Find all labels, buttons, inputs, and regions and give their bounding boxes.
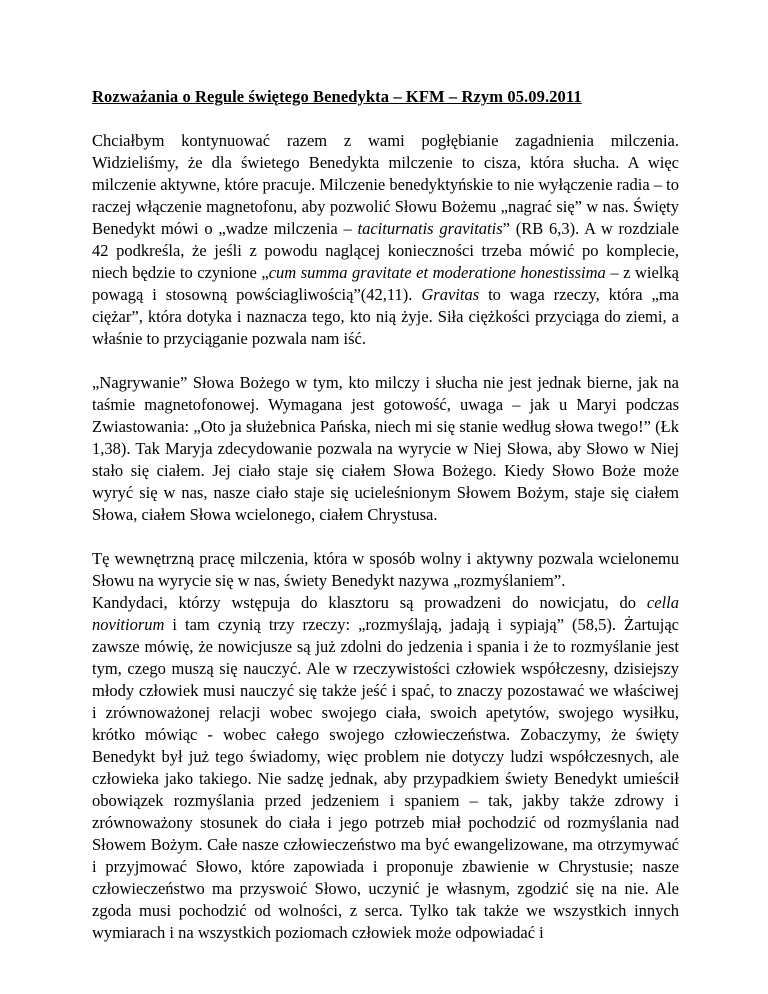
p1-gravitas-term: Gravitas [421, 285, 480, 304]
p1-text-e: – z wielką powagą i stosowną powściagliwością”(42,11). [92, 263, 679, 304]
paragraph-2: „Nagrywanie” Słowa Bożego w tym, kto milczy i słucha nie jest jednak bierne, jak na taśmie magnetofonowej. Wymagana jest gotowość, uwaga – jak u Maryi podczas Zwiastowania: „Oto ja służebnica Pańska, niech mi się stanie według słowa twego!” (Łk 1,38). Tak Maryja zdecydowanie pozwala na wyrycie w Niej Słowa, aby Słowo w Niej stało się ciałem. Jej ciało staje się ciałem Słowa Bożego. Kiedy Słowo Boże może wyryć się w nas, nasze ciało staje się ucieleśnionym Słowem Bożym, staje się ciałem Słowa, ciałem Słowa wcielonego, ciałem Chrystusa. [92, 373, 679, 524]
p1-latin-quote-1: taciturnatis gravitatis [357, 219, 503, 238]
document-title: Rozważania o Regule świętego Benedykta – KFM – Rzym 05.09.2011 [92, 87, 582, 106]
p4-latin-term: cella novitiorum [92, 593, 679, 634]
document-page [92, 86, 679, 944]
p4-text-a: Kandydaci, którzy wstępuja do klasztoru są prowadzeni do nowicjatu, do [92, 593, 647, 612]
p1-text-a: Chciałbym kontynuować razem z wami pogłębianie zagadnienia milczenia. Widzieliśmy, że dla świetego Benedykta milczenie to cisza, która słucha. A więc milczenie aktywne, które pracuje. Milczenie benedyktyńskie to nie wyłączenie radia – to raczej włączenie magnetofonu, aby pozwolić Słowu Bożemu „nagrać się” w nas. Święty Benedykt mówi o „wadze milczenia – [92, 131, 679, 238]
p1-text-c: ” (RB 6,3). A w rozdziale 42 podkreśla, że jeśli z powodu naglącej konieczności trzeba mówić po komplecie, niech będzie to czynione „ [92, 219, 679, 282]
paragraph-4 [92, 592, 679, 944]
p4-text-c: i tam czynią trzy rzeczy: „rozmyślają, jadają i sypiają” (58,5). Żartując zawsze mówię, że nowicjusze są już zdolni do jedzenia i spania i że to rozmyślanie jest tym, czego muszą się nauczyć. Ale w rzeczywistości człowiek współczesny, dzisiejszy młody człowiek musi nauczyć się także jeść i spać, to znaczy pozostawać we właściwej i zrównoważonej relacji wobec swojego ciała, swoich apetytów, swojego wysiłku, krótko mówiąc - wobec całego swojego człowieczeństwa. Zobaczymy, że święty Benedykt był już tego świadomy, więc problem nie dotyczy ludzi współczesnych, ale człowieka jako takiego. Nie sadzę jednak, aby przypadkiem świety Benedykt umieścił obowiązek rozmyślania przed jedzeniem i spaniem – tak, jakby także zdrowy i zrównoważony stosunek do ciała i jego potrzeb miał pochodzić od rozmyślania nad Słowem Bożym. Całe nasze człowieczeństwo ma być ewangelizowane, ma otrzymywać i przyjmować Słowo, które zapowiada i proponuje zbawienie w Chrystusie; nasze człowieczeństwo ma przyswoić Słowo, uczynić je własnym, zgodzić się na nie. Ale zgoda musi pochodzić od wolności, z serca. Tylko tak także we wszystkich innych wymiarach i na wszystkich poziomach człowiek może odpowiadać i [92, 615, 679, 942]
p1-text-g: to waga rzeczy, która „ma ciężar”, która dotyka i naznacza tego, kto nią żyje. Siła ciężkości przyciąga do ziemi, a właśnie to przyciąganie pozwala nam iść. [92, 285, 679, 348]
paragraph-1 [92, 130, 679, 350]
paragraph-3: Tę wewnętrzną pracę milczenia, która w sposób wolny i aktywny pozwala wcielonemu Słowu na wyrycie się w nas, świety Benedykt nazywa „rozmyślaniem”. [92, 549, 679, 590]
p1-latin-quote-2: cum summa gravitate et moderatione honestissima [268, 263, 606, 282]
